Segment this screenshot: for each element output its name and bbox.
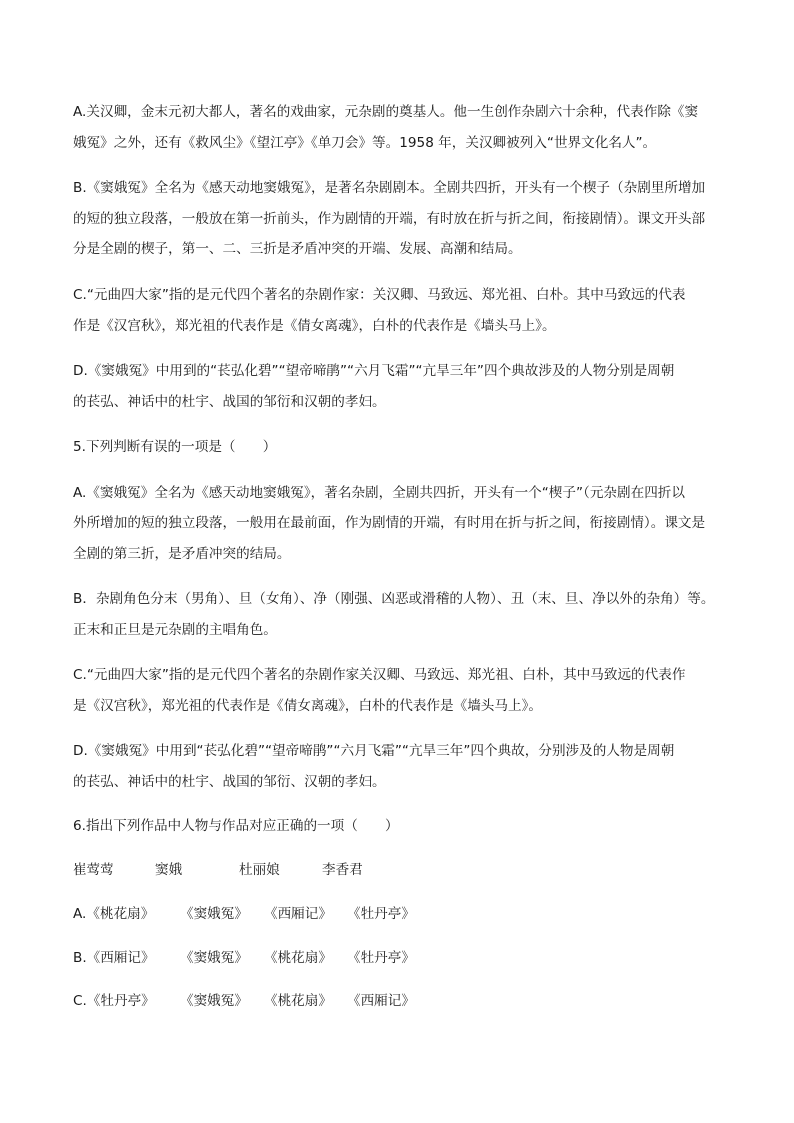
q6-option-label: A.《桃花扇》 [73,906,155,922]
q4-option-c-line2: 作是《汉宫秋》，郑光祖的代表作是《倩女离魂》，白朴的代表作是《墙头马上》。 [73,318,556,334]
q5-option-a-line2: 外所增加的短的独立段落，一般用在最前面，作为剧情的开端，有时用在折与折之间，衔接剧情）。课文是 [73,515,706,531]
q6-option-work: 《西厢记》 [347,993,415,1009]
q4-option-b-line3: 分是全剧的楔子，第一、二、三折是矛盾冲突的开端、发展、高潮和结局。 [73,241,522,257]
q5-option-b-line1: B．杂剧角色分末（男角）、旦（女角）、净（刚强、凶恶或滑稽的人物）、丑（末、旦、净以外的杂角）等。 [73,591,715,607]
q5-option-d-line1: D.《窦娥冤》中用到“苌弘化碧”“望帝啼鹃”“六月飞霜”“亢旱三年”四个典故，分别涉及的人物是周朝 [73,743,675,759]
q5-option-b-line2: 正末和正旦是元杂剧的主唱角色。 [73,622,277,638]
q6-character: 李香君 [322,862,363,878]
q5-option-d-line2: 的苌弘、神话中的杜宇、战国的邹衍、汉朝的孝妇。 [73,774,386,790]
q4-option-a-line1: A.关汉卿，金末元初大都人，著名的戏曲家，元杂剧的奠基人。他一生创作杂剧六十余种，代表作除《窦 [73,104,699,120]
q6-character: 窦娥 [155,862,183,878]
q4-option-a-line2: 娥冤》之外，还有《救风尘》《望江亭》《单刀会》等。1958 年，关汉卿被列入“世界文化名人”。 [73,135,657,151]
q4-option-c-line1: C.“元曲四大家”指的是元代四个著名的杂剧作家：关汉卿、马致远、郑光祖、白朴。其中马致远的代表 [73,287,686,303]
q6-option-work: 《窦娥冤》 [180,906,248,922]
q6-option-work: 《窦娥冤》 [180,993,248,1009]
q6-option-work: 《窦娥冤》 [180,950,248,966]
q6-stem: 6.指出下列作品中人物与作品对应正确的一项（ ） [73,818,399,834]
q6-option-work: 《牡丹亭》 [347,950,415,966]
q6-option-work: 《桃花扇》 [264,950,332,966]
q6-option-label: C.《牡丹亭》 [73,993,155,1009]
q5-option-c-line2: 是《汉宫秋》，郑光祖的代表作是《倩女离魂》，白朴的代表作是《墙头马上》。 [73,698,542,714]
q5-option-c-line1: C.“元曲四大家”指的是元代四个著名的杂剧作家关汉卿、马致远、郑光祖、白朴，其中马致远的代表作 [73,667,686,683]
q5-option-a-line3: 全剧的第三折，是矛盾冲突的结局。 [73,546,291,562]
q6-option-work: 《牡丹亭》 [347,906,415,922]
q4-option-d-line2: 的苌弘、神话中的杜宇、战国的邹衍和汉朝的孝妇。 [73,394,386,410]
q4-option-b-line2: 的短的独立段落，一般放在第一折前头，作为剧情的开端，有时放在折与折之间，衔接剧情）。课文开头部 [73,211,706,227]
q6-option-work: 《桃花扇》 [264,993,332,1009]
q6-character: 崔莺莺 [73,862,114,878]
q5-stem: 5.下列判断有误的一项是（ ） [73,439,277,455]
q4-option-d-line1: D.《窦娥冤》中用到的“苌弘化碧”“望帝啼鹃”“六月飞霜”“亢旱三年”四个典故涉及的人物分别是周朝 [73,363,675,379]
q5-option-a-line1: A.《窦娥冤》全名为《感天动地窦娥冤》，著名杂剧，全剧共四折，开头有一个“楔子”（元杂剧在四折以 [73,485,685,501]
q6-character: 杜丽娘 [239,862,280,878]
q6-option-work: 《西厢记》 [264,906,332,922]
q4-option-b-line1: B.《窦娥冤》全名为《感天动地窦娥冤》，是著名杂剧剧本。全剧共四折，开头有一个楔子（杂剧里所增加 [73,180,706,196]
q6-option-label: B.《西厢记》 [73,950,155,966]
